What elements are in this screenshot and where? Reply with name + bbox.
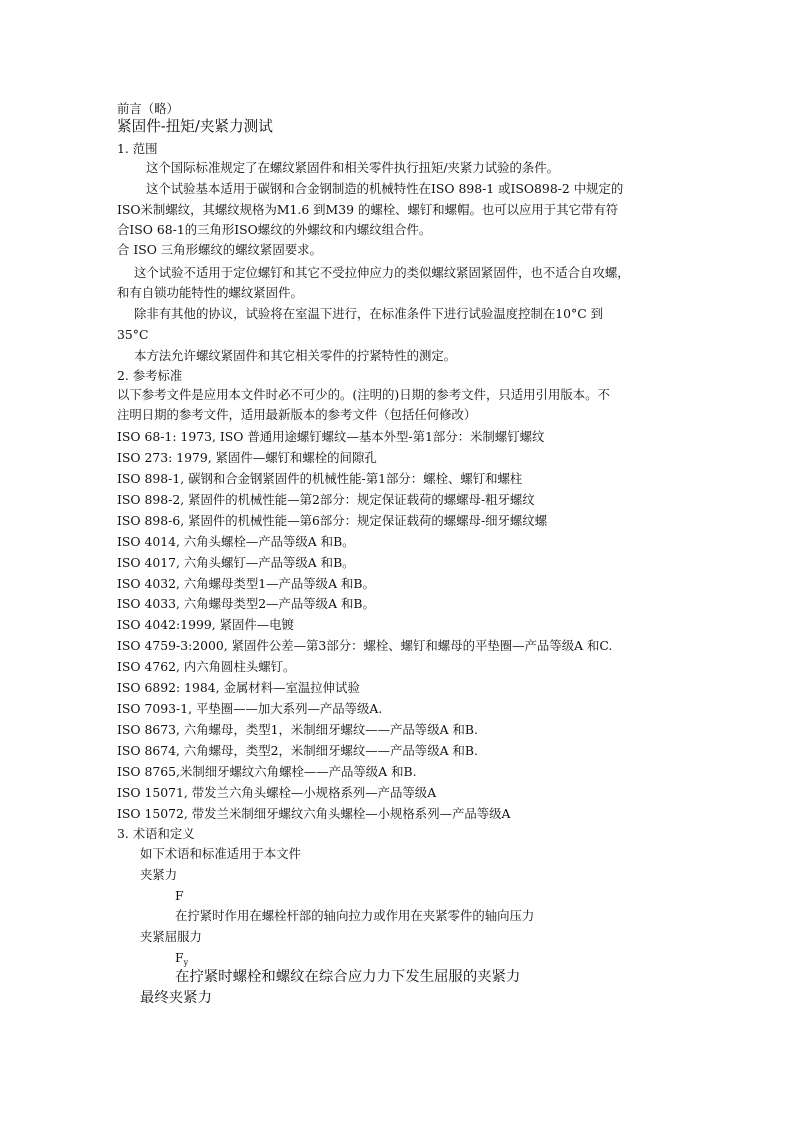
reference-item: ISO 273: 1979, 紧固件—螺钉和螺栓的间隙孔 bbox=[117, 450, 377, 465]
scope-paragraph-line: 这个试验基本适用于碳钢和合金钢制造的机械特性在ISO 898-1 或ISO898-2 中规定的 bbox=[146, 181, 624, 196]
reference-item: ISO 7093-1, 平垫圈——加大系列—产品等级A. bbox=[117, 701, 383, 716]
document-title: 紧固件-扭矩/夹紧力测试 bbox=[117, 118, 273, 135]
scope-paragraph-line: 和有自锁功能特性的螺纹紧固件。 bbox=[117, 285, 303, 300]
scope-paragraph-line: 这个试验不适用于定位螺钉和其它不受拉伸应力的类似螺纹紧固紧固件，也不适合自攻螺， bbox=[134, 265, 630, 280]
reference-item: ISO 68-1: 1973, ISO 普通用途螺钉螺纹—基本外型-第1部分：米制螺钉螺纹 bbox=[117, 429, 545, 444]
term-definition-clamp-force: 在拧紧时作用在螺栓杆部的轴向拉力或作用在夹紧零件的轴向压力 bbox=[175, 908, 535, 923]
term-clamp-force: 夹紧力 bbox=[140, 867, 178, 882]
section-heading-scope: 1. 范围 bbox=[117, 141, 158, 156]
scope-paragraph-line: ISO米制螺纹，其螺纹规格为M1.6 到M39 的螺栓、螺钉和螺帽。也可以应用于其它带有符 bbox=[117, 202, 619, 217]
scope-paragraph-line: 本方法允许螺纹紧固件和其它相关零件的拧紧特性的测定。 bbox=[134, 348, 457, 363]
scope-paragraph-line: 合 ISO 三角形螺纹的螺纹紧固要求。 bbox=[117, 242, 322, 257]
scope-paragraph-line: 合ISO 68-1的三角形ISO螺纹的外螺纹和内螺纹组合件。 bbox=[117, 222, 432, 237]
reference-item: ISO 4762, 内六角圆柱头螺钉。 bbox=[117, 659, 296, 674]
reference-item: ISO 4759-3:2000, 紧固件公差—第3部分：螺栓、螺钉和螺母的平垫圈—产品等级A 和C. bbox=[117, 638, 613, 653]
reference-item: ISO 4014, 六角头螺栓—产品等级A 和B。 bbox=[117, 534, 355, 549]
scope-paragraph-line: 这个国际标准规定了在螺纹紧固件和相关零件执行扭矩/夹紧力试验的条件。 bbox=[146, 160, 560, 175]
reference-item: ISO 898-6, 紧固件的机械性能—第6部分：规定保证载荷的螺螺母-细牙螺纹螺 bbox=[117, 513, 548, 528]
reference-item: ISO 6892: 1984, 金属材料—室温拉伸试验 bbox=[117, 680, 360, 695]
references-intro-line: 注明日期的参考文件，适用最新版本的参考文件（包括任何修改） bbox=[117, 407, 477, 422]
reference-item: ISO 898-1, 碳钢和合金钢紧固件的机械性能-第1部分：螺栓、螺钉和螺柱 bbox=[117, 471, 523, 486]
reference-item: ISO 4032, 六角螺母类型1—产品等级A 和B。 bbox=[117, 576, 375, 591]
references-intro-line: 以下参考文件是应用本文件时必不可少的。(注明的)日期的参考文件，只适用引用版本。不 bbox=[117, 387, 610, 402]
reference-item: ISO 15072, 带发兰米制细牙螺纹六角头螺栓—小规格系列—产品等级A bbox=[117, 806, 511, 821]
term-symbol-f: F bbox=[175, 888, 184, 903]
reference-item: ISO 898-2, 紧固件的机械性能—第2部分：规定保证载荷的螺螺母-粗牙螺纹 bbox=[117, 492, 535, 507]
reference-item: ISO 8674, 六角螺母，类型2，米制细牙螺纹——产品等级A 和B. bbox=[117, 743, 478, 758]
term-symbol-fy bbox=[175, 949, 188, 971]
scope-paragraph-line: 除非有其他的协议，试验将在室温下进行，在标准条件下进行试验温度控制在10°C 到 bbox=[134, 306, 604, 321]
reference-item: ISO 8673, 六角螺母，类型1，米制细牙螺纹——产品等级A 和B. bbox=[117, 722, 478, 737]
term-clamp-yield-force: 夹紧屈服力 bbox=[140, 929, 202, 944]
section-heading-references: 2. 参考标准 bbox=[117, 368, 183, 383]
foreword-line: 前言（略） bbox=[117, 101, 179, 116]
reference-item: ISO 4033, 六角螺母类型2—产品等级A 和B。 bbox=[117, 596, 375, 611]
term-definition-clamp-yield-force: 在拧紧时螺栓和螺纹在综合应力力下发生屈服的夹紧力 bbox=[175, 969, 521, 985]
reference-item: ISO 8765,米制细牙螺纹六角螺栓——产品等级A 和B. bbox=[117, 764, 417, 779]
section-heading-terms: 3. 术语和定义 bbox=[117, 826, 195, 841]
reference-item: ISO 4042:1999, 紧固件—电镀 bbox=[117, 617, 294, 632]
scope-paragraph-line: 35°C bbox=[117, 327, 149, 342]
reference-item: ISO 15071, 带发兰六角头螺栓—小规格系列—产品等级A bbox=[117, 785, 437, 800]
term-final-clamp-force: 最终夹紧力 bbox=[140, 990, 212, 1006]
symbol-base: F bbox=[175, 950, 184, 965]
symbol-subscript: y bbox=[183, 958, 189, 967]
reference-item: ISO 4017, 六角头螺钉—产品等级A 和B。 bbox=[117, 555, 355, 570]
terms-intro: 如下术语和标准适用于本文件 bbox=[140, 846, 302, 861]
